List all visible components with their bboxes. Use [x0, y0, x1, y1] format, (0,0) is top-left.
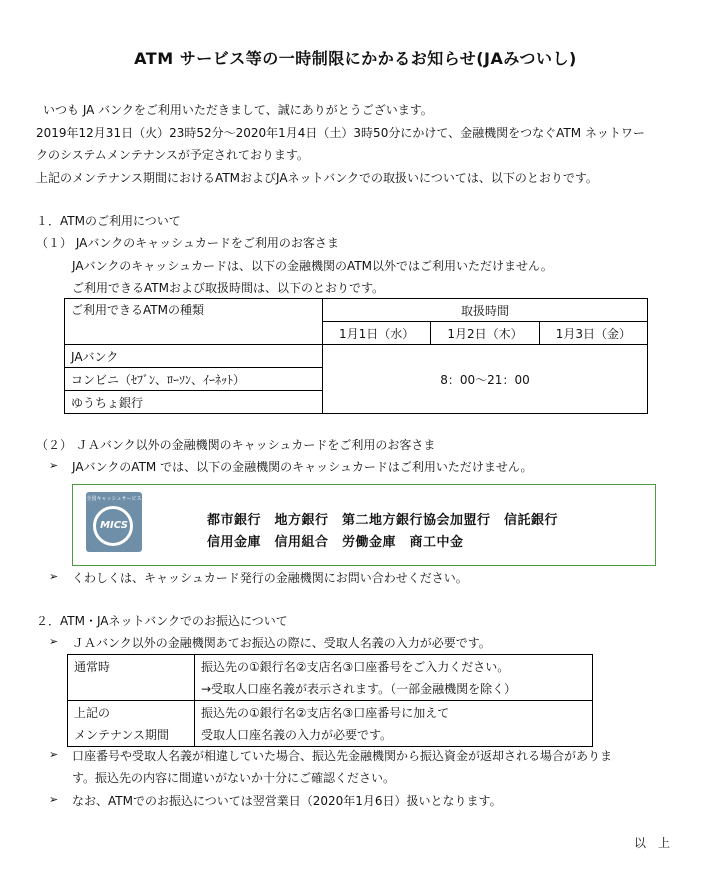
- atm-type-header: ご利用できるATMの種類: [65, 299, 323, 345]
- transfer-row-line: 受取人口座名義の入力が必要です。: [201, 728, 393, 742]
- bullet-arrow-icon: ➢: [49, 570, 59, 583]
- day-header: 1月1日（水）: [323, 322, 431, 345]
- transfer-row-label: [68, 701, 195, 747]
- logo-mark: MICS: [100, 520, 128, 531]
- transfer-row-content: [195, 655, 593, 701]
- closing-text: 以 上: [634, 836, 671, 850]
- transfer-row-line: →受取人口座名義が表示されます。（一部金融機関を除く）: [201, 682, 517, 696]
- page-title: ATM サービス等の一時制限にかかるお知らせ(JAみついし): [134, 49, 577, 68]
- bullet-arrow-icon: ➢: [49, 793, 59, 806]
- section-2-bullet-2-line-1: 口座番号や受取人名義が相違していた場合、振込先金融機関から振込資金が返却される場合がありま: [72, 749, 613, 763]
- day-header: 1月2日（木）: [431, 322, 539, 345]
- transfer-table: [67, 654, 593, 747]
- atm-row-label: JAバンク: [65, 345, 323, 368]
- bullet-arrow-icon: ➢: [49, 459, 59, 472]
- subsection-1-line-2: ご利用できるATMおよび取扱時間は、以下のとおりです。: [72, 281, 385, 295]
- bullet-arrow-icon: ➢: [49, 748, 59, 761]
- mics-logo: [86, 492, 142, 552]
- transfer-row-label-text: メンテナンス期間: [74, 728, 170, 742]
- excluded-banks-line-1: 都市銀行 地方銀行 第二地方銀行協会加盟行 信託銀行: [207, 513, 559, 528]
- subsection-2-heading: （２） ＪＡバンク以外の金融機関のキャッシュカードをご利用のお客さま: [36, 438, 436, 452]
- transfer-row-line: 振込先の①銀行名②支店名③口座番号をご入力ください。: [201, 660, 510, 674]
- transfer-row-label-text: 通常時: [74, 660, 111, 674]
- transfer-row-label: [68, 655, 195, 701]
- section-2-bullet-1: ＪＡバンク以外の金融機関あてお振込の際に、受取人名義の入力が必要です。: [72, 636, 491, 650]
- bullet-arrow-icon: ➢: [49, 635, 59, 648]
- hours-header: 取扱時間: [323, 299, 648, 322]
- logo-caption: 全国キャッシュサービス: [86, 496, 142, 502]
- intro-line-2: 2019年12月31日（火）23時52分～2020年1月4日（土）3時50分にかけて、金融機関をつなぐATM ネットワー: [36, 126, 645, 140]
- hours-value: 8：00～21：00: [323, 345, 648, 414]
- intro-line-4: 上記のメンテナンス期間におけるATMおよびJAネットバンクでの取扱いについては、以下のとおりです。: [36, 171, 598, 185]
- transfer-row-content: [195, 701, 593, 747]
- section-1-heading: １．ATMのご利用について: [36, 214, 181, 228]
- atm-row-label: ゆうちょ銀行: [65, 391, 323, 414]
- section-2-bullet-3: なお、ATMでのお振込については翌営業日（2020年1月6日）扱いとなります。: [72, 794, 502, 808]
- atm-row-label: コンビニ（ｾﾌﾞﾝ、ﾛｰｿﾝ、ｲｰﾈｯﾄ）: [65, 368, 323, 391]
- excluded-banks-line-2: 信用金庫 信用組合 労働金庫 商工中金: [207, 535, 464, 550]
- day-header: 1月3日（金）: [539, 322, 647, 345]
- subsection-1-line-1: JAバンクのキャッシュカードは、以下の金融機関のATM以外ではご利用いただけません。: [72, 259, 553, 273]
- atm-hours-table: [64, 298, 648, 414]
- transfer-row-label-text: 上記の: [74, 706, 111, 720]
- transfer-row-line: 振込先の①銀行名②支店名③口座番号に加えて: [201, 706, 450, 720]
- subsection-1-heading: （１） JAバンクのキャッシュカードをご利用のお客さま: [36, 236, 339, 250]
- subsection-2-bullet-1: JAバンクのATM では、以下の金融機関のキャッシュカードはご利用いただけません。: [72, 460, 533, 474]
- intro-line-3: クのシステムメンテナンスが予定されております。: [36, 148, 309, 162]
- intro-line-1: いつも JA バンクをご利用いただきまして、誠にありがとうございます。: [43, 103, 433, 117]
- subsection-2-bullet-2: くわしくは、キャッシュカード発行の金融機関にお問い合わせください。: [72, 571, 468, 585]
- section-2-bullet-2-line-2: す。振込先の内容に間違いがないか十分にご確認ください。: [72, 771, 396, 785]
- section-2-heading: ２．ATM・JAネットバンクでのお振込について: [36, 614, 288, 628]
